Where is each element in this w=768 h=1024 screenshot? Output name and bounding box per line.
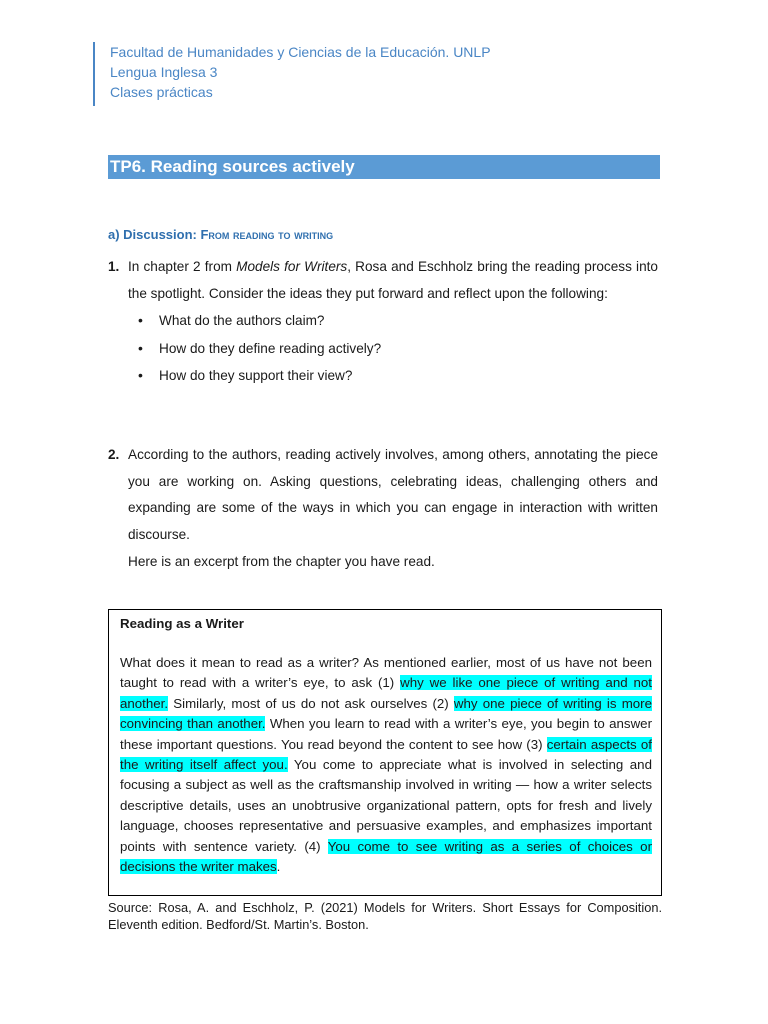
section-prefix: a) Discussion:: [108, 227, 201, 242]
document-header: [93, 42, 491, 106]
question-number: 1.: [108, 259, 120, 274]
list-item: • How do they define reading actively?: [138, 335, 658, 363]
question-1: [108, 254, 658, 390]
book-title: Models for Writers: [236, 259, 348, 274]
highlight-3: certain aspects of the writing itself affect you.: [120, 736, 652, 773]
question-text: [128, 254, 658, 307]
header-classes: Clases prácticas: [110, 84, 213, 100]
excerpt-segment: When you learn to read with a writer’s eye, you begin to answer these important questions. You read beyond the content to see how (3): [120, 716, 652, 752]
q1-text-before: In chapter 2 from: [128, 259, 237, 274]
header-course: Lengua Inglesa 3: [110, 64, 218, 80]
question-2: [108, 442, 658, 576]
list-item: • How do they support their view?: [138, 362, 658, 390]
section-heading-text: From reading to writing: [200, 227, 334, 242]
excerpt-title: Reading as a Writer: [120, 616, 244, 631]
excerpt-segment: Similarly, most of us do not ask ourselves (2): [168, 695, 454, 711]
q1-text-after: , Rosa and Eschholz bring the reading process into the spotlight. Consider the ideas they put forward and reflect upon the following:: [128, 259, 658, 301]
highlight-4: You come to see writing as a series of choices or decisions the writer makes: [120, 838, 652, 875]
question-text: According to the authors, reading actively involves, among others, annotating the piece you are working on. Asking questions, celebrating ideas, challenging others and expanding are some of the ways in which you can engage in interaction with written discourse.: [128, 447, 658, 543]
bullet-list: [108, 307, 658, 390]
excerpt-segment: What does it mean to read as a writer? As mentioned earlier, most of us have not been taught to read with a writer’s eye, to ask (1): [120, 655, 652, 691]
excerpt-text: [120, 653, 652, 877]
excerpt-segment: .: [276, 859, 281, 875]
excerpt-box: [108, 609, 662, 896]
header-faculty: Facultad de Humanidades y Ciencias de la Educación. UNLP: [110, 44, 491, 60]
excerpt-segment: You come to appreciate what is involved in selecting and focusing a subject as well as the craftsmanship involved in writing — how a writer selects descriptive details, uses an unobtrusive organizational pattern, opts for fresh and lively language, chooses representative and persuasive examples, and emphasizes important points with sentence variety. (4): [120, 757, 652, 854]
question-text-2: Here is an excerpt from the chapter you have read.: [128, 553, 435, 569]
list-item: • What do the authors claim?: [138, 307, 658, 335]
source-citation: Source: Rosa, A. and Eschholz, P. (2021) Models for Writers. Short Essays for Composition. Eleventh edition. Bedford/St. Martin’s. Boston.: [108, 900, 662, 932]
highlight-2: why one piece of writing is more convincing than another.: [120, 695, 652, 732]
page-title-bar: [108, 155, 660, 179]
section-heading: [108, 227, 333, 242]
page-title: TP6. Reading sources actively: [110, 157, 355, 176]
highlight-1: why we like one piece of writing and not another.: [120, 675, 652, 711]
question-number: 2.: [108, 447, 120, 462]
